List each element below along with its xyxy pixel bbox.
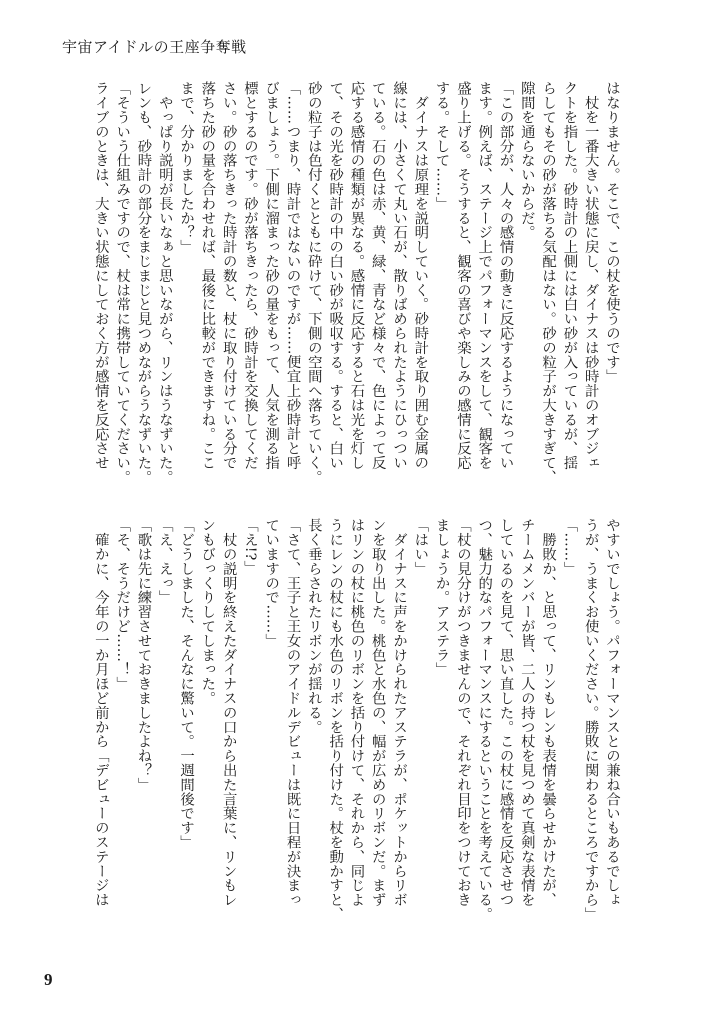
text-column: らしてもその砂が落ちる気配はない。砂の粒子が大きすぎて、 <box>540 81 557 485</box>
text-column: はリンの杖に桃色のリボンを括り付けて、それから、同じよ <box>348 518 365 907</box>
text-column: 「どうしました、そんなに驚いて。一週間後です」 <box>178 518 195 850</box>
text-column: ダイナスは原理を説明していく。砂時計を取り囲む金属の <box>412 81 429 470</box>
text-column: ます。例えば、ステージ上でパフォーマンスをして、観客を <box>476 81 493 470</box>
text-column: まで、分かりましたか？」 <box>178 81 195 254</box>
text-column: 盛り上げる。そうすると、観客の喜びや楽しみの感情に反応 <box>454 81 471 470</box>
text-column: 「……つまり、時計ではないのですが……便宜上砂時計と呼 <box>284 81 301 470</box>
text-column: 杖の説明を終えたダイナスの口から出た言葉に、リンもレ <box>220 518 237 907</box>
text-column: うが、うまくお使いください。勝敗に関わるところですから」 <box>582 518 599 922</box>
text-column: びましょう。下側に溜まった砂の量をもって、人気を測る指 <box>263 81 280 470</box>
text-column: チームメンバーが皆、二人の持つ杖を見つめて真剣な表情を <box>518 518 535 907</box>
text-column: する。そして……」 <box>433 81 450 211</box>
text-column: 長く垂らされたリボンが揺れる。 <box>305 518 322 734</box>
text-column: 砂の粒子は色付くとともに砕けて、下側の空間へ落ちていく。 <box>305 81 322 485</box>
text-column: 「歌は先に練習させておきましたよね？」 <box>135 518 152 792</box>
text-column: うにレンの杖にも水色のリボンを括り付けた。杖を動かすと、 <box>327 518 344 922</box>
text-column: ましょうか。アステラ」 <box>433 518 450 677</box>
text-column: やすいでしょう。パフォーマンスとの兼ね合いもあるでしょ <box>604 518 620 907</box>
text-column: 「この部分が、人々の感情の動きに反応するようになってい <box>497 81 514 470</box>
text-column: ダイナスに声をかけられたアステラが、ポケットからリボ <box>391 518 408 907</box>
text-column: つ、魅力的なパフォーマンスにするということを考えている。 <box>476 518 493 922</box>
text-column: ンを取り出した。桃色と水色の、幅が広めのリボンだ。まず <box>369 518 386 907</box>
text-column: 「そ、そうだけど……！」 <box>114 518 131 691</box>
text-column: 確かに、今年の一か月ほど前から「デビューのステージは <box>92 518 109 907</box>
text-column: 応する感情の種類が異なる。感情に反応すると石は光を灯し <box>348 81 365 470</box>
text-column: 「え、えっ」 <box>156 518 173 605</box>
text-column: 隙間を通らないからだ。 <box>518 81 535 240</box>
text-column: 「そういう仕組みですので、杖は常に携帯していてください。 <box>114 81 131 485</box>
lower-text-block <box>90 518 622 936</box>
text-column: しているのを見て、思い直した。この杖に感情を反応させつ <box>497 518 514 907</box>
text-column: ている。石の色は赤、黄、緑、青など様々で、色によって反 <box>369 81 386 470</box>
text-column: レンも、砂時計の部分をまじまじと見つめながらうなずいた。 <box>135 81 152 485</box>
text-column: 線には、小さくて丸い石が、散りばめられたようにひっつい <box>391 81 408 470</box>
text-column: ていますので……」 <box>263 518 280 648</box>
text-column: 「……」 <box>561 518 578 576</box>
text-column: 「さて、王子と王女のアイドルデビューは既に日程が決まっ <box>284 518 301 907</box>
text-column: さい。砂の落ちきった時計の数と、杖に取り付けている分で <box>220 81 237 470</box>
text-column: ライブのときは、大きい状態にしておく方が感情を反応させ <box>92 81 109 470</box>
text-column: ンもびっくりしてしまった。 <box>199 518 216 706</box>
running-head-title: 宇宙アイドルの王座争奪戦 <box>62 38 247 56</box>
text-column: クトを指した。砂時計の上側には白い砂が入っているが、揺 <box>561 81 578 470</box>
text-column: はなりません。そこで、この杖を使うのです」 <box>604 81 620 384</box>
text-column: 「杖の見分けがつきませんので、それぞれ目印をつけておき <box>454 518 471 907</box>
text-column: 「え!?」 <box>241 518 258 575</box>
text-column: 標とするのです。砂が落ちきったら、砂時計を交換してくだ <box>241 81 258 470</box>
upper-text-block <box>90 81 622 487</box>
text-column: やっぱり説明が長いなぁと思いながら、リンはうなずいた。 <box>156 81 173 485</box>
text-column: 勝敗か、と思って、リンもレンも表情を曇らせかけたが、 <box>540 518 557 907</box>
text-column: 「はい」 <box>412 518 429 576</box>
text-column: 杖を一番大きい状態に戻し、ダイナスは砂時計のオブジェ <box>582 81 599 470</box>
text-column: 落ちた砂の量を合わせれば、最後に比較ができますね。ここ <box>199 81 216 470</box>
text-column: て、その光を砂時計の中の白い砂が吸収する。すると、白い <box>327 81 344 470</box>
page-number: 9 <box>44 970 53 989</box>
